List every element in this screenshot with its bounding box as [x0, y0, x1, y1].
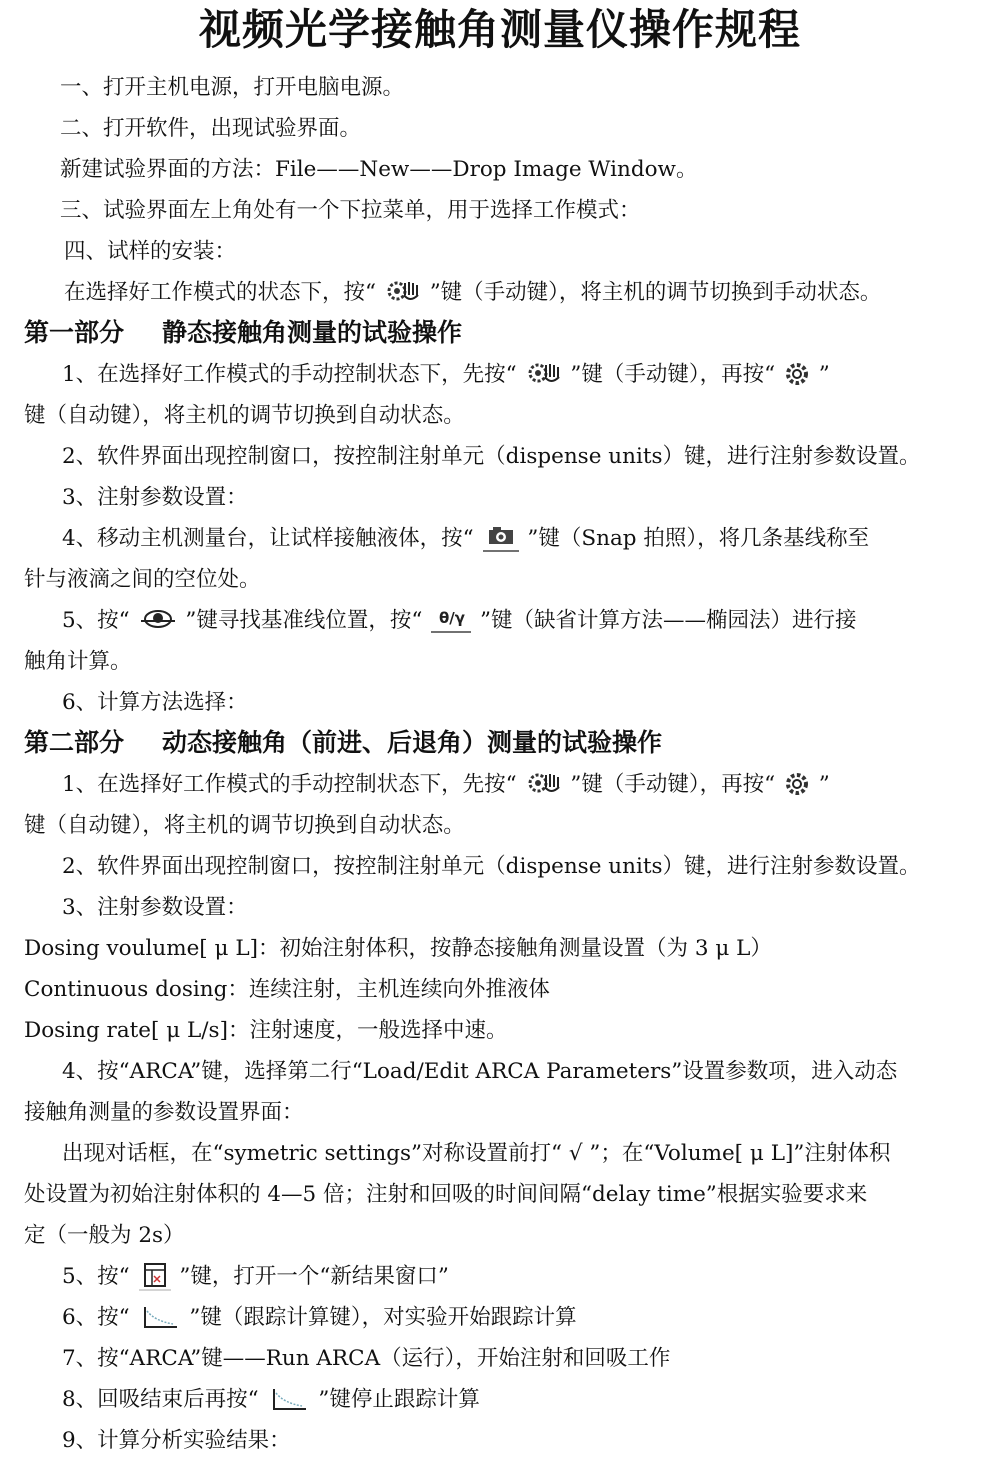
part1-step-3: 3、注射参数设置：	[62, 485, 248, 510]
part1-step-1	[62, 359, 830, 391]
svg-text:θ/γ: θ/γ	[439, 609, 466, 627]
text-segment: 5、按“	[62, 608, 130, 633]
part1-step-5-cont: 触角计算。	[24, 649, 132, 674]
text-segment: 在选择好工作模式的状态下，按“	[64, 280, 376, 305]
intro-step-4: 四、试样的安装：	[64, 239, 237, 264]
text-segment: ”键停止跟踪计算	[318, 1387, 480, 1412]
tracking-curve-icon	[137, 1303, 183, 1333]
part1-step-6: 6、计算方法选择：	[62, 690, 248, 715]
part2-step-1	[62, 769, 830, 801]
text-segment: ”	[818, 772, 830, 797]
part1-heading-number: 第一部分	[24, 318, 125, 347]
text-segment: ”键（跟踪计算键），对实验开始跟踪计算	[189, 1305, 577, 1330]
intro-step-2: 二、打开软件，出现试验界面。	[60, 116, 362, 141]
part1-heading	[24, 316, 462, 350]
part2-step-4: 4、按“ARCA”键，选择第二行“Load/Edit ARCA Parameters”设置参数项，进入动态	[62, 1059, 898, 1084]
manual-hand-gear-icon	[524, 771, 564, 799]
text-segment: ”键（缺省计算方法——椭园法）进行接	[480, 608, 857, 633]
part2-step-5	[62, 1261, 449, 1293]
new-window-method: 新建试验界面的方法：File——New——Drop Image Window。	[60, 157, 698, 182]
dialog-instructions-3: 定（一般为 2s）	[24, 1223, 185, 1248]
part2-heading-title: 动态接触角（前进、后退角）测量的试验操作	[162, 728, 663, 757]
manual-hand-gear-icon	[383, 279, 423, 307]
tracking-curve-icon	[266, 1385, 312, 1415]
text-segment: ”键（手动键），将主机的调节切换到手动状态。	[429, 280, 882, 305]
text-segment: ”键，打开一个“新结果窗口”	[179, 1264, 449, 1289]
part2-heading-number: 第二部分	[24, 728, 125, 757]
dialog-instructions-2: 处设置为初始注射体积的 4—5 倍；注射和回吸的时间间隔“delay time”根据实验要求来	[24, 1182, 868, 1207]
text-segment: 6、按“	[62, 1305, 130, 1330]
baseline-eye-icon	[137, 607, 179, 635]
part1-step-5	[62, 605, 857, 637]
text-segment: ”键寻找基准线位置，按“	[185, 608, 423, 633]
text-segment: 8、回吸结束后再按“	[62, 1387, 259, 1412]
auto-gear-icon	[782, 771, 812, 799]
part1-step-4-cont: 针与液滴之间的空位处。	[24, 567, 261, 592]
part2-step-7: 7、按“ARCA”键——Run ARCA（运行），开始注射和回吸工作	[62, 1346, 671, 1371]
text-segment: 1、在选择好工作模式的手动控制状态下，先按“	[62, 772, 517, 797]
text-segment: 1、在选择好工作模式的手动控制状态下，先按“	[62, 362, 517, 387]
param-dosing-volume: Dosing voulume[ μ L]：初始注射体积，按静态接触角测量设置（为 3 μ L）	[24, 936, 772, 961]
part1-step-2: 2、软件界面出现控制窗口，按控制注射单元（dispense units）键，进行注射参数设置。	[62, 444, 921, 469]
part2-step-8	[62, 1384, 480, 1416]
dialog-instructions-1: 出现对话框，在“symetric settings”对称设置前打“ √ ”；在“Volume[ μ L]”注射体积	[62, 1141, 891, 1166]
part1-step-1-cont: 键（自动键），将主机的调节切换到自动状态。	[24, 403, 465, 428]
result-window-icon	[137, 1262, 173, 1292]
document-title: 视频光学接触角测量仪操作规程	[198, 5, 801, 54]
text-segment: 5、按“	[62, 1264, 130, 1289]
part2-step-3: 3、注射参数设置：	[62, 895, 248, 920]
text-segment: ”键（手动键），再按“	[570, 772, 776, 797]
part2-step-2: 2、软件界面出现控制窗口，按控制注射单元（dispense units）键，进行注射参数设置。	[62, 854, 921, 879]
part2-heading	[24, 726, 662, 760]
camera-snap-icon	[481, 524, 521, 554]
part2-step-4-cont: 接触角测量的参数设置界面：	[24, 1100, 304, 1125]
part1-heading-title: 静态接触角测量的试验操作	[162, 318, 463, 347]
specimen-install-line	[64, 277, 881, 309]
part2-step-1-cont: 键（自动键），将主机的调节切换到自动状态。	[24, 813, 465, 838]
part2-step-6	[62, 1302, 577, 1334]
text-segment: ”	[818, 362, 830, 387]
manual-hand-gear-icon	[524, 361, 564, 389]
auto-gear-icon	[782, 361, 812, 389]
param-continuous-dosing: Continuous dosing：连续注射，主机连续向外推液体	[24, 977, 550, 1002]
text-segment: ”键（手动键），再按“	[570, 362, 776, 387]
param-dosing-rate: Dosing rate[ μ L/s]：注射速度，一般选择中速。	[24, 1018, 508, 1043]
text-segment: ”键（Snap 拍照），将几条基线称至	[527, 526, 870, 551]
part1-step-4	[62, 523, 869, 555]
intro-step-3: 三、试验界面左上角处有一个下拉菜单，用于选择工作模式：	[60, 198, 641, 223]
intro-step-1: 一、打开主机电源，打开电脑电源。	[60, 75, 405, 100]
part2-step-9: 9、计算分析实验结果：	[62, 1428, 291, 1453]
text-segment: 4、移动主机测量台，让试样接触液体，按“	[62, 526, 474, 551]
ellipse-calc-icon	[429, 606, 473, 636]
